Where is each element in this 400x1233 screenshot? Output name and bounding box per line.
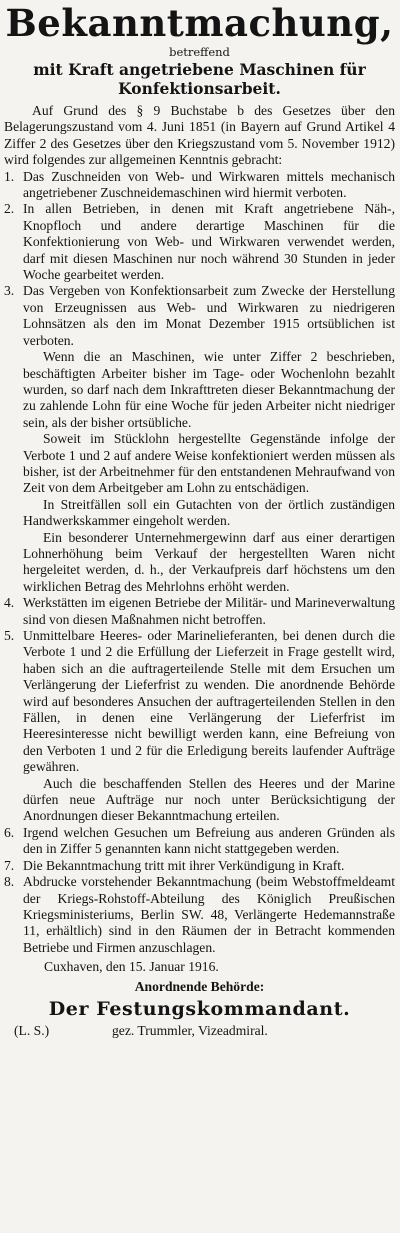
provision-paragraph: In Streitfällen soll ein Gutachten von der örtlich zuständigen Handwerkskammer eingeholt werden. bbox=[23, 496, 395, 529]
provision-paragraph: Unmittelbare Heeres- oder Marinelieferanten, bei denen durch die Verbote 1 und 2 die Erfüllung der Lieferzeit in Frage gestellt wird, haben sich an die auftragerteilende Stelle mit dem Ersuchen um Verlängerung der Lieferfrist zu wenden. Die anordnende Behörde wird auf besonderes Ansuchen der auftragerteilenden Stellen in den Fällen, in denen eine Verlängerung der Lieferfrist im Heeresinteresse nicht bewilligt werden kann, eine Befreiung von den Verboten 1 und 2 für die Erledigung bereits laufender Aufträge gewähren. bbox=[23, 628, 395, 775]
provision-item bbox=[4, 169, 395, 202]
provision-paragraph: Die Bekanntmachung tritt mit ihrer Verkündigung in Kraft. bbox=[23, 857, 345, 873]
notice-body bbox=[4, 103, 395, 956]
provision-paragraph: Wenn die an Maschinen, wie unter Ziffer 2 beschrieben, beschäftigten Arbeiter bisher im Tage- oder Wochenlohn bezahlt wurden, so darf nach dem Inkrafttreten dieser Bekanntmachung der zu zahlende Lohn für eine Woche für jeden Arbeiter nicht niedriger sein, als der bisher ortsübliche. bbox=[23, 349, 395, 430]
provision-item bbox=[4, 201, 395, 283]
provision-number: 8. bbox=[4, 874, 15, 890]
fortress-commander-title: Der Festungskommandant. bbox=[48, 998, 351, 1021]
intro-paragraph: Auf Grund des § 9 Buchstabe b des Gesetzes über den Belagerungszustand vom 4. Juni 1851 (in Bayern auf Grund Artikel 4 Ziffer 2 des Gesetzes über den Kriegszustand vom 5. November 1912) wird folgendes zur allgemeinen Kenntnis gebracht: bbox=[4, 103, 395, 168]
place-date-line: Cuxhaven, den 15. Januar 1916. bbox=[44, 959, 219, 975]
numbered-provisions bbox=[4, 169, 395, 957]
provision-number: 6. bbox=[4, 824, 15, 840]
provision-item bbox=[4, 628, 395, 825]
provision-item bbox=[4, 283, 395, 595]
seal-mark: (L. S.) bbox=[14, 1023, 50, 1039]
provision-number: 2. bbox=[4, 201, 15, 217]
provision-paragraph: Auch die beschaffenden Stellen des Heeres und der Marine dürfen neue Aufträge nur noch unter Berücksichtigung der Anordnungen dieser Bekanntmachung erteilen. bbox=[23, 775, 395, 824]
notice-subject: mit Kraft angetriebene Maschinen für Konfektionsarbeit. bbox=[33, 60, 366, 98]
provision-number: 3. bbox=[4, 283, 15, 299]
provision-paragraph: In allen Betrieben, in denen mit Kraft angetriebene Näh-, Knopfloch und andere derartige Maschinen für die Konfektionierung von Web- und Wirkwaren verwendet werden, darf mit diesen Maschinen nur noch während 30 Stunden in jeder Woche gearbeitet werden. bbox=[23, 201, 395, 283]
provision-number: 4. bbox=[4, 595, 15, 611]
signature-line bbox=[4, 1022, 395, 1040]
provision-paragraph: Das Zuschneiden von Web- und Wirkwaren mittels mechanisch angetriebener Zuschneidemaschinen wird hiermit verboten. bbox=[23, 168, 395, 201]
provision-item bbox=[4, 874, 395, 956]
notice-closing bbox=[4, 958, 395, 1040]
provision-item bbox=[4, 858, 395, 874]
provision-number: 7. bbox=[4, 857, 15, 873]
provision-number: 5. bbox=[4, 628, 15, 643]
provision-paragraph: Ein besonderer Unternehmergewinn darf aus einer derartigen Lohnerhöhung beim Verkauf der hergestellten Waren nicht hergeleitet werden, d. h., der Verkaufpreis darf höchstens um den wirklichen Betrag des Mehrlohns erhöht werden. bbox=[23, 529, 395, 594]
regarding-label: betreffend bbox=[169, 45, 230, 59]
provision-item bbox=[4, 595, 395, 628]
provision-paragraph: Abdrucke vorstehender Bekanntmachung (beim Webstoffmeldeamt der Kriegs-Rohstoff-Abteilung des Königlich Preußischen Kriegsministeriums, Berlin SW. 48, Verlängerte Hedemannstraße 11, erhältlich) sind in den Räumen der in Betracht kommenden Betriebe und Firmen anzuschlagen. bbox=[23, 874, 395, 955]
provision-paragraph: Soweit im Stücklohn hergestellte Gegenstände infolge der Verbote 1 und 2 auf andere Weise konfektioniert werden müssen als bisher, ist der Arbeitnehmer für den entstandenen Mehraufwand von Zeit von dem Arbeitgeber am Lohn zu entschädigen. bbox=[23, 431, 395, 496]
signature: gez. Trummler, Vizeadmiral. bbox=[112, 1023, 268, 1039]
provision-paragraph: Werkstätten im eigenen Betriebe der Militär- und Marineverwaltung sind von diesen Maßnahmen nicht betroffen. bbox=[23, 595, 395, 627]
provision-item bbox=[4, 825, 395, 858]
notice-title: Bekanntmachung, bbox=[5, 1, 394, 45]
issuing-authority-label: Anordnende Behörde: bbox=[134, 979, 265, 995]
provision-number: 1. bbox=[4, 168, 15, 184]
provision-paragraph: Irgend welchen Gesuchen um Befreiung aus anderen Gründen als den in Ziffer 5 genannten kann nicht stattgegeben werden. bbox=[23, 824, 395, 857]
provision-paragraph: Das Vergeben von Konfektionsarbeit zum Zwecke der Herstellung von Erzeugnissen aus Web- und Wirkwaren zu niedrigeren Lohnsätzen als den im Monat Dezember 1915 ortsüblichen ist verboten. bbox=[23, 283, 395, 348]
